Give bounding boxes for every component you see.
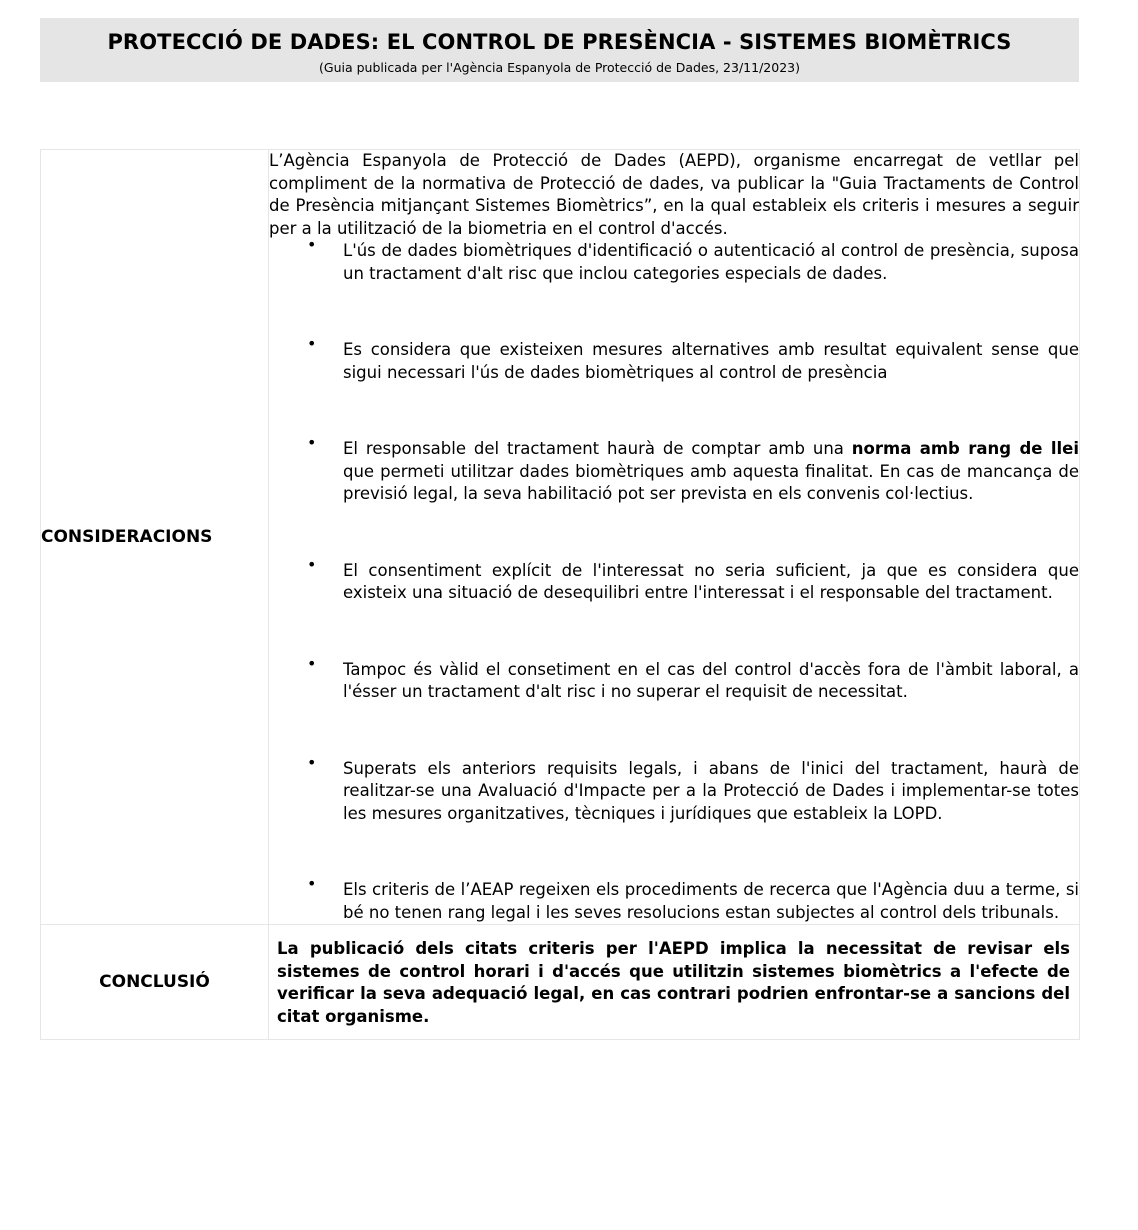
row-content-conclusio	[269, 925, 1080, 1040]
bullet-icon: •	[307, 235, 317, 254]
list-item-text-bold: norma amb rang de llei	[851, 439, 1079, 458]
bullet-icon: •	[307, 433, 317, 452]
table-row-consideracions	[41, 150, 1080, 925]
conclusion-text: La publicació dels citats criteris per l'AEPD implica la necessitat de revisar els sistemes de control horari i d'accés que utilitzin sistemes biomètrics a l'efecte de verificar la seva adequació legal, en cas contrari podrien enfrontar-se a sancions del citat organisme.	[277, 939, 1070, 1026]
document-header	[40, 18, 1079, 82]
document-title: PROTECCIÓ DE DADES: EL CONTROL DE PRESÈNCIA - SISTEMES BIOMÈTRICS	[107, 30, 1012, 54]
list-item-text-after: que permeti utilitzar dades biomètriques amb aquesta finalitat. En cas de mancança de previsió legal, la seva habilitació pot ser prevista en els convenis col·lectius.	[343, 461, 1079, 503]
bullet-icon: •	[307, 752, 317, 772]
list-item	[269, 752, 1079, 826]
list-item	[269, 334, 1079, 384]
list-item-text: Tampoc és vàlid el consetiment en el cas del control d'accès fora de l'àmbit laboral, a l'ésser un tractament d'alt risc i no superar el requisit de necessitat.	[343, 659, 1079, 701]
list-item-text: L'ús de dades biomètriques d'identificació o autenticació al control de presència, suposa un tractament d'alt risc que inclou categories especials de dades.	[343, 241, 1079, 283]
list-item-text: Superats els anteriors requisits legals, i abans de l'inici del tractament, haurà de realitzar-se una Avaluació d'Impacte per a la Protecció de Dades i implementar-se totes les mesures organitzatives, tècniques i jurídiques que estableix la LOPD.	[343, 758, 1079, 823]
table-row-conclusio	[41, 925, 1080, 1040]
list-item	[269, 874, 1079, 924]
bullet-icon: •	[307, 874, 317, 893]
document-subtitle: (Guia publicada per l'Agència Espanyola de Protecció de Dades, 23/11/2023)	[319, 60, 800, 75]
content-table	[40, 149, 1080, 1040]
row-content-consideracions	[269, 150, 1080, 925]
criteria-list	[269, 235, 1079, 924]
bullet-icon: •	[307, 334, 317, 353]
bullet-icon: •	[307, 653, 317, 673]
list-item	[269, 554, 1079, 605]
bullet-icon: •	[307, 554, 317, 574]
list-item	[269, 433, 1079, 506]
intro-paragraph: L’Agència Espanyola de Protecció de Dades (AEPD), organisme encarregat de vetllar pel compliment de la normativa de Protecció de dades, va publicar la "Guia Tractaments de Control de Presència mitjançant Sistemes Biomètrics”, en la qual estableix els criteris i mesures a seguir per a la utilització de la biometria en el control d'accés.	[269, 151, 1079, 238]
list-item-text-before: El responsable del tractament haurà de comptar amb una	[343, 439, 852, 458]
list-item-text: Els criteris de l’AEAP regeixen els procediments de recerca que l'Agència duu a terme, si bé no tenen rang legal i les seves resolucions estan subjectes al control dels tribunals.	[343, 880, 1079, 922]
row-label-conclusio: CONCLUSIÓ	[41, 925, 269, 1040]
list-item	[269, 235, 1079, 285]
list-item-text: El consentiment explícit de l'interessat no seria suficient, ja que es considera que existeix una situació de desequilibri entre l'interessat i el responsable del tractament.	[343, 560, 1079, 602]
list-item-text: Es considera que existeixen mesures alternatives amb resultat equivalent sense que sigui necessari l'ús de dades biomètriques al control de presència	[343, 340, 1079, 382]
row-label-consideracions: CONSIDERACIONS	[41, 150, 269, 925]
list-item	[269, 653, 1079, 704]
